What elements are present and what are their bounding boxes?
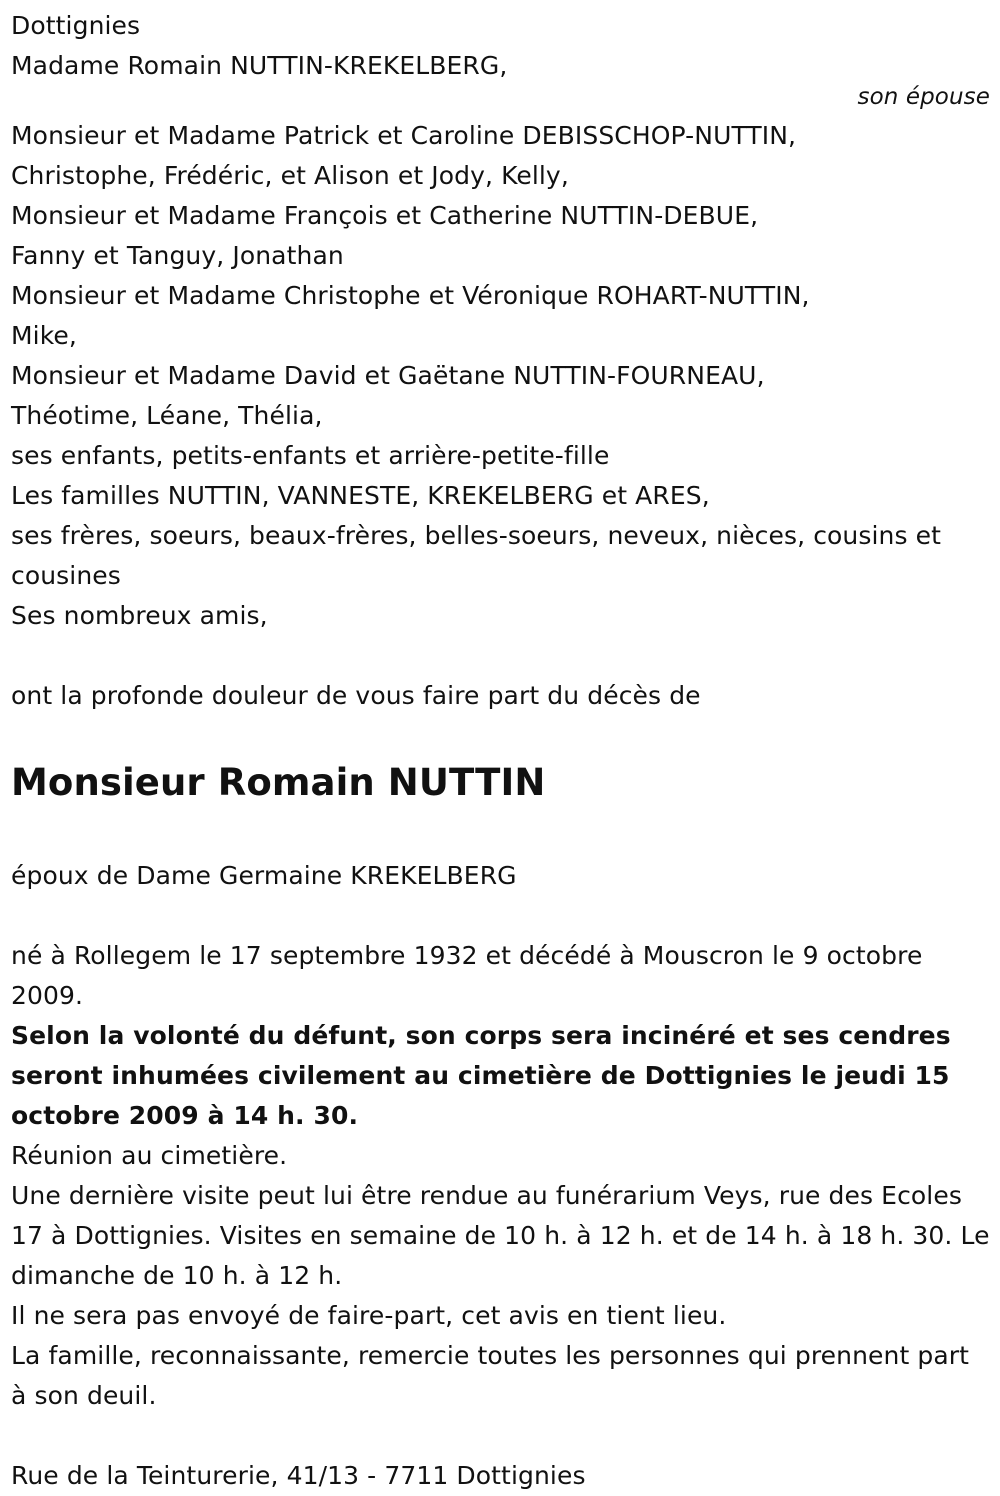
obituary-notice xyxy=(11,6,991,1496)
family-line: Théotime, Léane, Thélia, xyxy=(11,401,323,430)
family-line: Christophe, Frédéric, et Alison et Jody, Kelly, xyxy=(11,161,569,190)
address-line: Rue de la Teinturerie, 41/13 - 7711 Dottignies xyxy=(11,1461,586,1490)
family-line: Fanny et Tanguy, Jonathan xyxy=(11,241,344,270)
family-line: Monsieur et Madame François et Catherine NUTTIN-DEBUE, xyxy=(11,201,759,230)
spouse-line: Madame Romain NUTTIN-KREKELBERG, xyxy=(11,51,508,80)
announcement-text: ont la profonde douleur de vous faire part du décès de xyxy=(11,681,701,710)
family-list xyxy=(11,116,991,636)
family-line: ses enfants, petits-enfants et arrière-petite-fille xyxy=(11,441,610,470)
family-line: Mike, xyxy=(11,321,77,350)
location-line: Dottignies xyxy=(11,11,141,40)
family-line: Monsieur et Madame Patrick et Caroline DEBISSCHOP-NUTTIN, xyxy=(11,121,797,150)
birth-death-line: né à Rollegem le 17 septembre 1932 et décédé à Mouscron le 9 octobre 2009. xyxy=(11,941,923,1010)
family-line: Les familles NUTTIN, VANNESTE, KREKELBERG et ARES, xyxy=(11,481,710,510)
spouse-role: son épouse xyxy=(857,84,990,110)
deceased-name: Monsieur Romain NUTTIN xyxy=(11,761,546,804)
no-card-line: Il ne sera pas envoyé de faire-part, cet avis en tient lieu. xyxy=(11,1301,727,1330)
visit-info: Une dernière visite peut lui être rendue au funérarium Veys, rue des Ecoles 17 à Dottignies. Visites en semaine de 10 h. à 12 h. et de 14 h. à 18 h. 30. Le dimanche de 10 h. à 12 h. xyxy=(11,1181,990,1290)
family-line: Monsieur et Madame Christophe et Véronique ROHART-NUTTIN, xyxy=(11,281,810,310)
thanks-line: La famille, reconnaissante, remercie toutes les personnes qui prennent part à son deuil. xyxy=(11,1341,970,1410)
ceremony-notice: Selon la volonté du défunt, son corps sera incinéré et ses cendres seront inhumées civilement au cimetière de Dottignies le jeudi 15 octobre 2009 à 14 h. 30. xyxy=(11,1021,951,1130)
family-line: ses frères, soeurs, beaux-frères, belles-soeurs, neveux, nièces, cousins et cousines xyxy=(11,521,942,590)
family-line: Monsieur et Madame David et Gaëtane NUTTIN-FOURNEAU, xyxy=(11,361,765,390)
deceased-spouse-line: époux de Dame Germaine KREKELBERG xyxy=(11,861,517,890)
meeting-line: Réunion au cimetière. xyxy=(11,1141,288,1170)
family-line: Ses nombreux amis, xyxy=(11,601,268,630)
